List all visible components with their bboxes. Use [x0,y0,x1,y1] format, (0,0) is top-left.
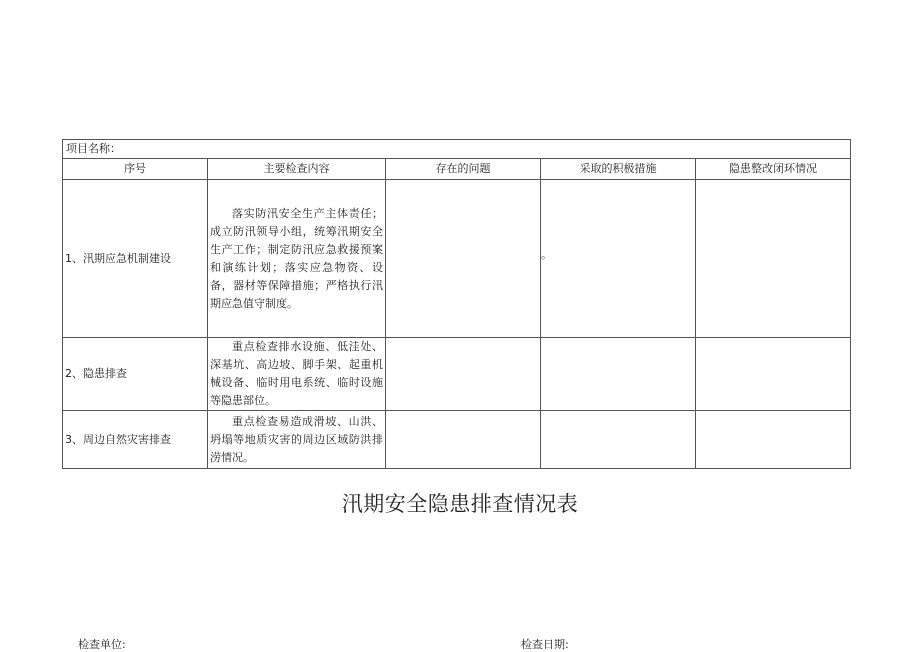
row-measures-cell [541,411,696,469]
row-item-label: 2、隐患排查 [63,338,208,411]
inspection-unit-label: 检查单位: [78,638,126,651]
measures-mark: 。 [541,248,552,261]
row-content-text: 重点检查易造成滑坡、山洪、坍塌等地质灾害的周边区域防洪排涝情况。 [210,414,383,464]
inspection-date-label: 检查日期: [521,638,569,651]
row-closure-cell [696,338,851,411]
header-main-content: 主要检查内容 [208,159,386,180]
inspection-table [62,139,851,469]
row-problems-cell [386,180,541,338]
document-title: 汛期安全隐患排查情况表 [341,492,579,516]
row-content [208,338,386,411]
table-row [63,338,851,411]
table-header-row [63,159,851,180]
row-closure-cell [696,180,851,338]
row-measures-cell [541,338,696,411]
header-measures: 采取的积极措施 [541,159,696,180]
project-name-label: 项目名称： [63,140,851,159]
table-row [63,411,851,469]
row-content [208,411,386,469]
header-index: 序号 [63,159,208,180]
row-problems-cell [386,411,541,469]
header-closure-status: 隐患整改闭环情况 [696,159,851,180]
row-item-label: 1、汛期应急机制建设 [63,180,208,338]
row-content-text: 重点检查排水设施、低洼处、深基坑、高边坡、脚手架、起重机械设备、临时用电系统、临时设施等隐患部位。 [210,340,383,407]
row-closure-cell [696,411,851,469]
header-problems: 存在的问题 [386,159,541,180]
row-content-text: 落实防汛安全生产主体责任；成立防汛领导小组，统筹汛期安全生产工作；制定防汛应急救援预案和演练计划；落实应急物资、设备，器材等保障措施；严格执行汛期应急值守制度。 [210,206,383,310]
row-item-label: 3、周边自然灾害排查 [63,411,208,469]
row-measures-cell [541,180,696,338]
row-problems-cell [386,338,541,411]
row-content [208,180,386,338]
inspection-table-container [62,139,850,469]
table-row [63,180,851,338]
